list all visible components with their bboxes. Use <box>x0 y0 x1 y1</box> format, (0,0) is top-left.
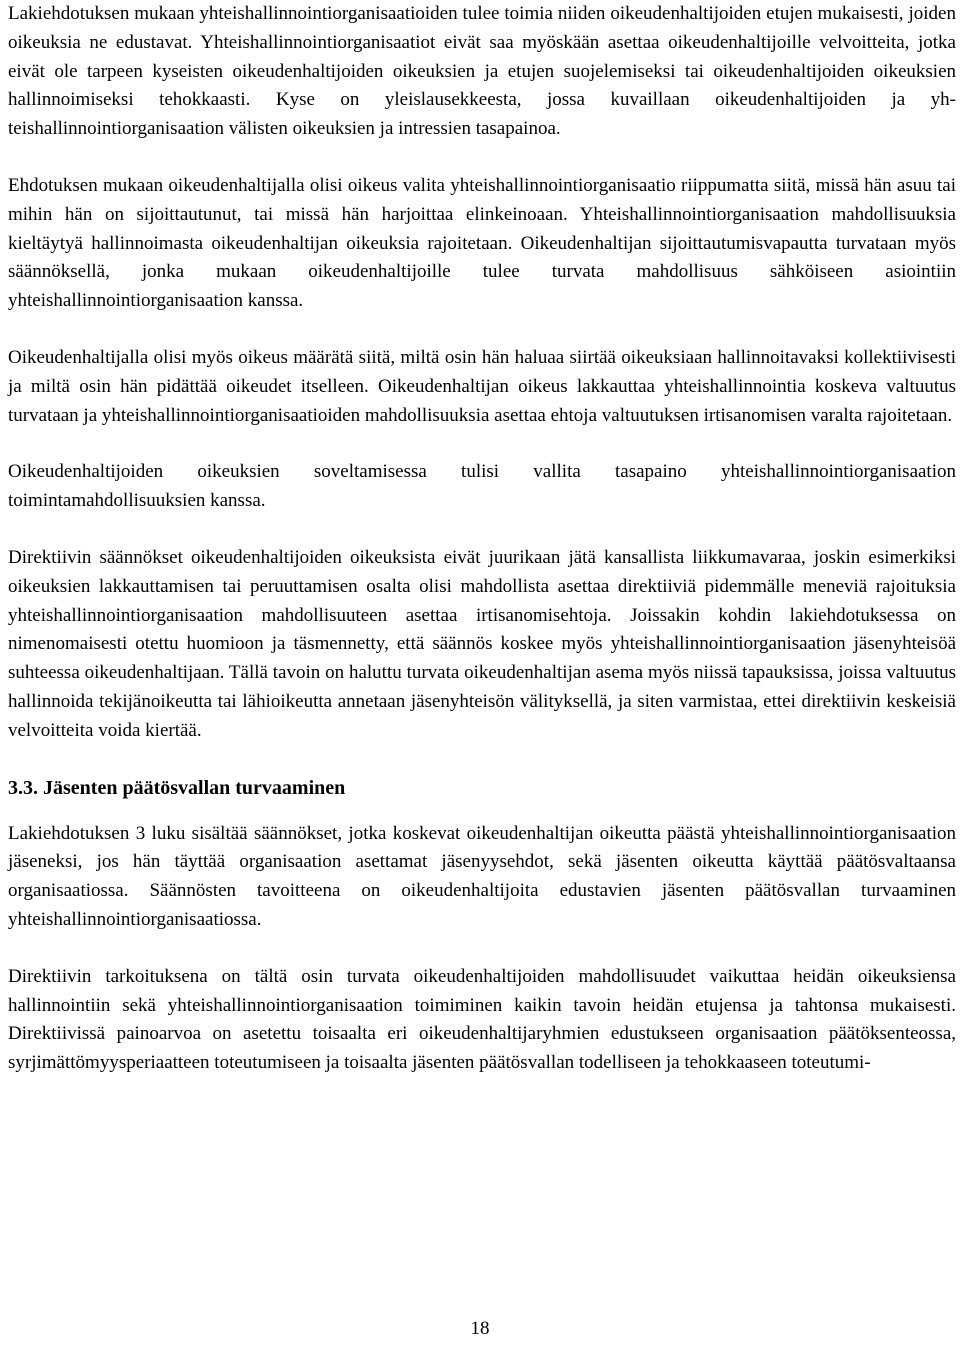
section-paragraph-1: Lakiehdotuksen 3 luku sisältää säännökset, jotka koskevat oikeudenhaltijan oikeutta päästä yhteishallinnointiorganisaation jäseneksi, jos hän täyttää organisaation asettamat jäsenyysehdot, sekä jäsenten oikeutta käyttää päätösvaltaansa organisaatiossa. Säännösten tavoitteena on oikeudenhaltijoita edustavien jäsenten päätösvallan turvaaminen yhteishallinnointiorganisaatiossa. <box>8 822 956 930</box>
paragraph-4: Oikeudenhaltijoiden oikeuksien soveltamisessa tulisi vallita tasapaino yhteishallinnointiorganisaation toimintamahdollisuuksien kanssa. <box>8 461 956 512</box>
section-paragraph-2: Direktiivin tarkoituksena on tältä osin turvata oikeudenhaltijoiden mahdollisuudet vaikuttaa heidän oikeuksiensa hallinnointiin sekä yhteishallinnointiorganisaation toimiminen kaikin tavoin heidän etujensa ja tahtonsa mukaisesti. Direktiivissä painoarvoa on asetettu toisaalta eri oikeudenhaltijaryhmien edustukseen organisaation päätöksenteossa, syrjimättömyysperiaatteen toteutumiseen ja toisaalta jäsenten päätösvallan todelliseen ja tehokkaaseen toteutumi- <box>8 965 956 1074</box>
paragraph-3: Oikeudenhaltijalla olisi myös oikeus määrätä siitä, miltä osin hän haluaa siirtää oikeuksiaan hallinnoitavaksi kollektiivisesti ja miltä osin hän pidättää oikeudet itselleen. Oikeudenhaltijan oikeus lakkauttaa yhteishallinnointia koskeva valtuutus turvataan ja yhteishallinnointiorganisaatioiden mahdollisuuksia asettaa ehtoja valtuutuksen irtisanomisen varalta rajoitetaan. <box>8 346 956 426</box>
paragraph-1: Lakiehdotuksen mukaan yhteishallinnointiorganisaatioiden tulee toimia niiden oikeudenhaltijoiden etujen mukaisesti, joiden oikeuksia ne edustavat. Yhteishallinnointiorganisaatiot eivät saa myöskään asettaa oikeudenhaltijoille velvoitteita, jotka eivät ole tarpeen kyseisten oikeudenhaltijoiden oikeuksien ja etujen suojelemiseksi tai oikeudenhaltijoiden oikeuksien hallinnoimiseksi tehokkaasti. Kyse on yleislausekkeesta, jossa kuvaillaan oikeudenhaltijoiden ja yhteishallinnointiorganisaation välisten oikeuksien ja intressien tasapainoa. <box>8 3 956 140</box>
page-number: 18 <box>470 1318 490 1339</box>
paragraph-5: Direktiivin säännökset oikeudenhaltijoiden oikeuksista eivät juurikaan jätä kansallista liikkumavaraa, joskin esimerkiksi oikeuksien lakkauttamisen tai peruuttamisen osalta olisi mahdollista asettaa direktiiviä pidemmälle meneviä rajoituksia yhteishallinnointiorganisaation mahdollisuuteen asettaa irtisanomisehtoja. Joissakin kohdin lakiehdotuksessa on nimenomaisesti otettu huomioon ja täsmennetty, että säännös koskee myös yhteishallinnointiorganisaation jäsenyhteisöä suhteessa oikeudenhaltijaan. Tällä tavoin on haluttu turvata oikeudenhaltijan asema myös niissä tapauksissa, joissa valtuutus hallinnoida tekijänoikeutta tai lähioikeutta annetaan jäsenyhteisön välityksellä, ja siten varmistaa, ettei direktiivin keskeisiä velvoitteita voida kiertää. <box>8 546 956 741</box>
section-heading: 3.3. Jäsenten päätösvallan turvaaminen <box>8 776 346 799</box>
document-page <box>8 0 956 1106</box>
paragraph-2: Ehdotuksen mukaan oikeudenhaltijalla olisi oikeus valita yhteishallinnointiorganisaatio riippumatta siitä, missä hän asuu tai mihin hän on sijoittautunut, tai missä hän harjoittaa elinkeinoaan. Yhteishallinnointiorganisaation mahdollisuuksia kieltäytyä hallinnoimasta oikeudenhaltijan oikeuksia rajoitetaan. Oikeudenhaltijan sijoittautumisvapautta turvataan myös säännöksellä, jonka mukaan oikeudenhaltijoille tulee turvata mahdollisuus sähköiseen asiointiin yhteishallinnointiorganisaation kanssa. <box>8 174 956 312</box>
